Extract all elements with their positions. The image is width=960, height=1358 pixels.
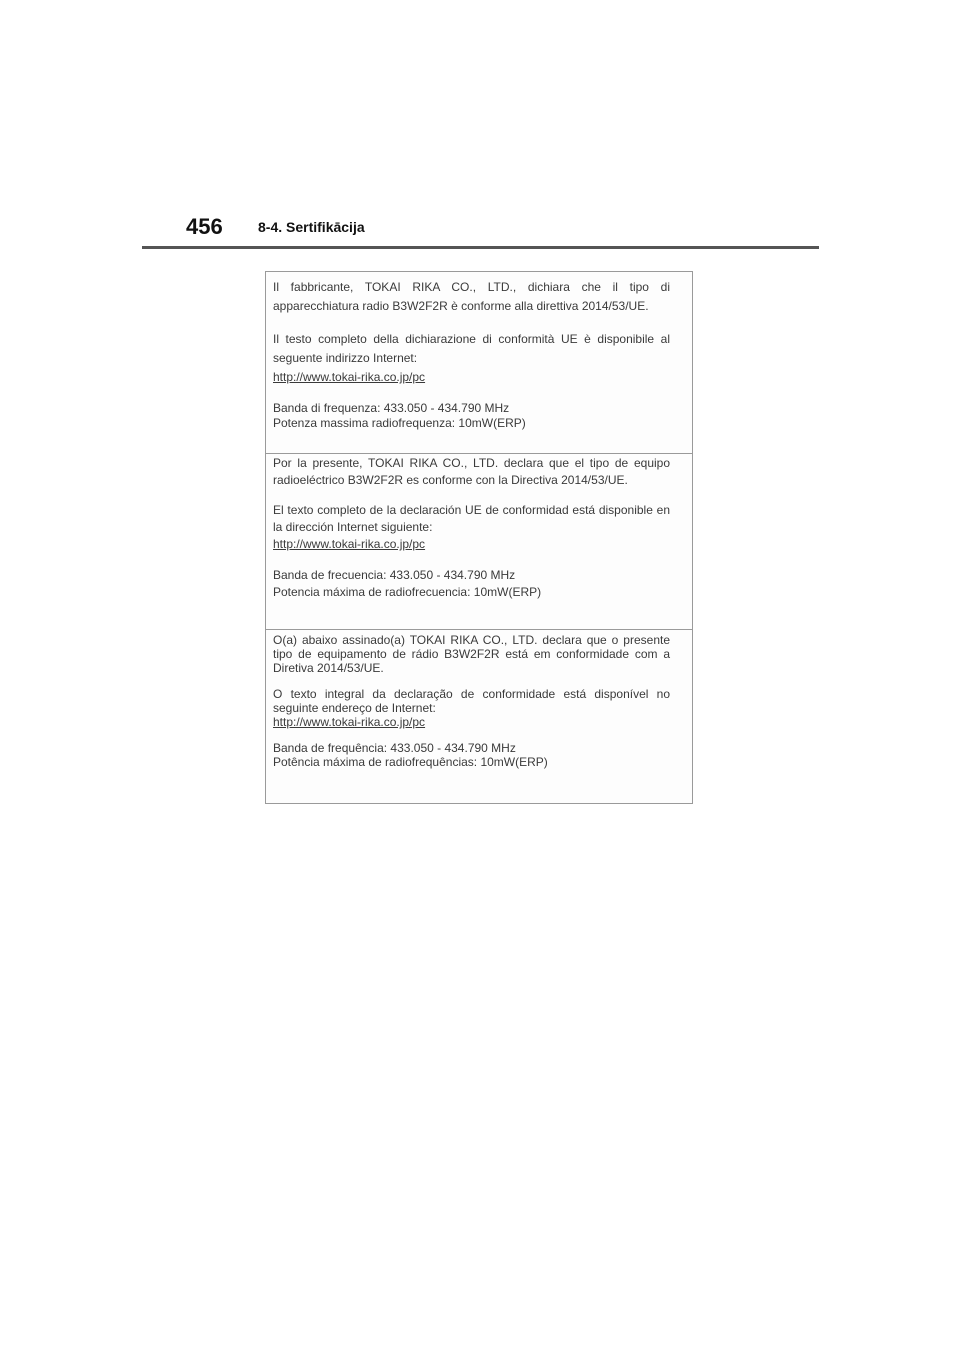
certification-section-portuguese <box>266 630 692 804</box>
declaration-link[interactable]: http://www.tokai-rika.co.jp/pc <box>273 715 426 729</box>
full-text-notice <box>273 330 670 387</box>
frequency-band: Banda di frequenza: 433.050 - 434.790 MHz <box>273 401 510 415</box>
declaration-text: Il fabbricante, TOKAI RIKA CO., LTD., dichiara che il tipo di apparecchiatura radio B3W2F2R è conforme alla direttiva 2014/53/UE. <box>273 280 670 313</box>
radio-specs <box>273 401 670 431</box>
declaration-link[interactable]: http://www.tokai-rika.co.jp/pc <box>273 370 426 384</box>
full-text-sentence: El texto completo de la declaración UE de conformidad está disponible en la dirección Internet siguiente: <box>273 503 670 534</box>
certification-box <box>265 271 693 804</box>
certification-section-italian <box>266 272 692 454</box>
full-text-notice <box>273 502 670 553</box>
radio-specs <box>273 741 670 769</box>
max-power: Potenza massima radiofrequenza: 10mW(ERP) <box>273 416 526 430</box>
max-power: Potencia máxima de radiofrecuencia: 10mW(ERP) <box>273 585 542 599</box>
radio-specs <box>273 567 670 601</box>
page-header <box>142 212 819 249</box>
declaration-text: Por la presente, TOKAI RIKA CO., LTD. declara que el tipo de equipo radioeléctrico B3W2F2R es conforme con la Directiva 2014/53/UE. <box>273 456 670 487</box>
full-text-sentence: Il testo completo della dichiarazione di conformità UE è disponibile al seguente indirizzo Internet: <box>273 332 670 365</box>
full-text-sentence: O texto integral da declaração de conformidade está disponível no seguinte endereço de Internet: <box>273 687 670 715</box>
frequency-band: Banda de frecuencia: 433.050 - 434.790 MHz <box>273 568 516 582</box>
declaration-text: O(a) abaixo assinado(a) TOKAI RIKA CO., LTD. declara que o presente tipo de equipamento de rádio B3W2F2R está em conformidade com a Diretiva 2014/53/UE. <box>273 633 670 675</box>
frequency-band: Banda de frequência: 433.050 - 434.790 MHz <box>273 741 516 755</box>
max-power: Potência máxima de radiofrequências: 10mW(ERP) <box>273 755 548 769</box>
page-number: 456 <box>186 214 223 239</box>
declaration-link[interactable]: http://www.tokai-rika.co.jp/pc <box>273 537 426 551</box>
full-text-notice <box>273 687 670 729</box>
certification-section-spanish <box>266 454 692 630</box>
section-title: 8-4. Sertifikācija <box>258 219 365 235</box>
